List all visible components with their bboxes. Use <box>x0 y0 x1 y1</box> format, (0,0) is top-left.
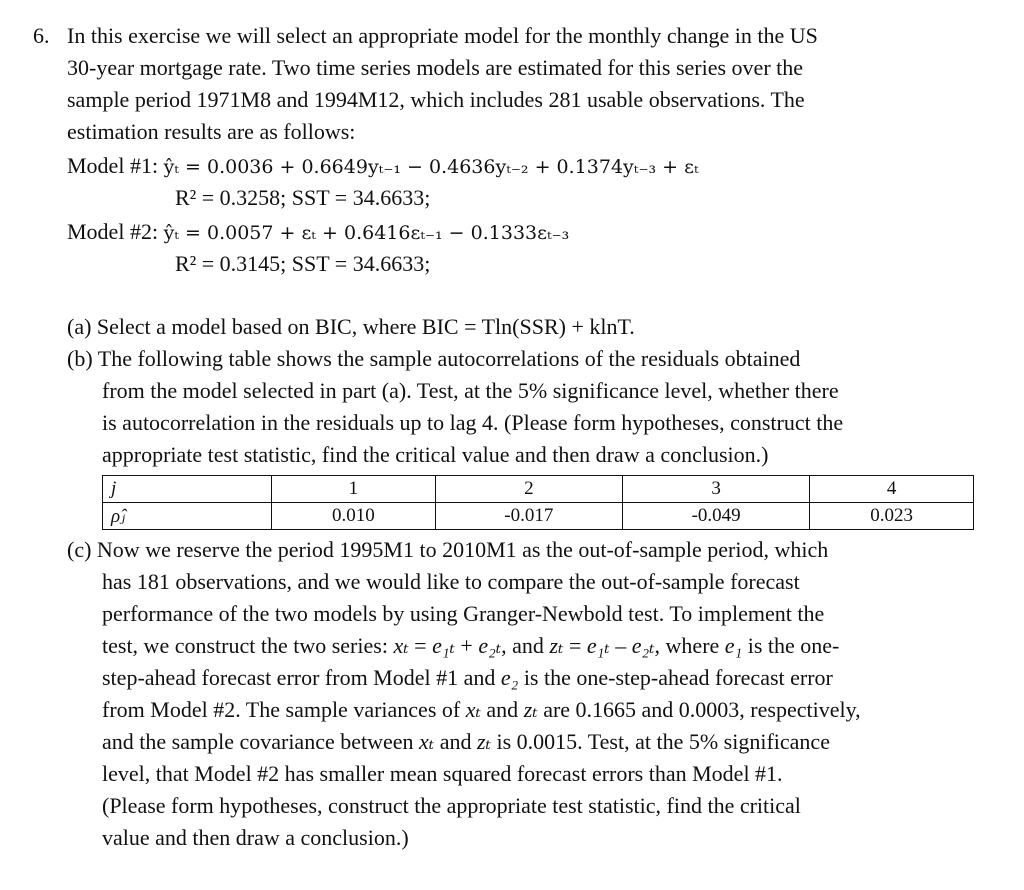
x-t-var: xₜ <box>419 729 435 754</box>
text-span: and <box>434 729 477 754</box>
text-span: , and <box>501 633 550 658</box>
text-span: from Model #2. The sample variances of <box>102 697 466 722</box>
table-header-rho: ρ̂ⱼ <box>103 503 272 530</box>
text-span: step-ahead forecast error from Model #1 and <box>102 665 501 690</box>
model1-label: Model #1: <box>67 153 164 178</box>
table-row <box>103 476 974 503</box>
text-span: = <box>408 633 433 658</box>
text-span: and <box>480 697 524 722</box>
text-span: are 0.1665 and 0.0003, respectively, <box>537 697 861 722</box>
part-b-line-3: is autocorrelation in the residuals up to lag 4. (Please form hypotheses, construct the <box>102 410 844 435</box>
intro-line-3: sample period 1971M8 and 1994M12, which includes 281 usable observations. The <box>67 87 805 112</box>
e2t-var: e₂ₜ <box>631 633 655 658</box>
part-b-line-4: appropriate test statistic, find the critical value and then draw a conclusion.) <box>102 442 769 467</box>
part-c-line-7 <box>102 728 830 756</box>
model2-stats: R² = 0.3145; SST = 34.6633; <box>175 251 431 276</box>
part-b-line-2: from the model selected in part (a). Test, at the 5% significance level, whether there <box>102 378 839 403</box>
e1-var: e₁ <box>724 633 743 658</box>
text-span: test, we construct the two series: <box>102 633 394 658</box>
text-span: is 0.0015. Test, at the 5% significance <box>490 729 830 754</box>
text-span: and the sample covariance between <box>102 729 420 754</box>
text-span: + <box>454 633 479 658</box>
x-t-var: xₜ <box>465 697 481 722</box>
table-value-cell: 0.023 <box>810 503 974 530</box>
e2t-var: e₂ₜ <box>478 633 502 658</box>
table-lag-cell: 4 <box>810 476 974 503</box>
intro-line-2: 30-year mortgage rate. Two time series models are estimated for this series over the <box>67 55 804 80</box>
x-t-var: xₜ <box>393 633 409 658</box>
text-span: is the one-step-ahead forecast error <box>518 665 833 690</box>
e1t-var: e₁ₜ <box>432 633 455 658</box>
part-c-line-10: value and then draw a conclusion.) <box>102 825 409 850</box>
part-c-line-1: (c) Now we reserve the period 1995M1 to 2010M1 as the out-of-sample period, which <box>67 537 829 562</box>
z-t-var: zₜ <box>523 697 538 722</box>
part-c-line-2: has 181 observations, and we would like to compare the out-of-sample forecast <box>102 569 800 594</box>
e1t-var: e₁ₜ <box>586 633 610 658</box>
intro-line-4: estimation results are as follows: <box>67 119 356 144</box>
part-c-line-9: (Please form hypotheses, construct the appropriate test statistic, find the critical <box>102 793 801 818</box>
table-lag-cell: 1 <box>272 476 436 503</box>
part-c-line-6 <box>102 696 861 724</box>
table-value-cell: -0.049 <box>622 503 809 530</box>
model2-row <box>67 218 569 247</box>
table-lag-cell: 3 <box>622 476 809 503</box>
table-value-cell: 0.010 <box>272 503 436 530</box>
part-c-line-4 <box>102 632 839 660</box>
z-t-var: zₜ <box>476 729 491 754</box>
text-span: , where <box>654 633 725 658</box>
intro-line-1: In this exercise we will select an appropriate model for the monthly change in the US <box>67 23 818 48</box>
table-row <box>103 503 974 530</box>
table-header-j: j <box>103 476 272 503</box>
e2-var: e₂ <box>500 665 519 690</box>
model2-label: Model #2: <box>67 219 164 244</box>
part-c-line-5 <box>102 664 833 692</box>
z-t-var: zₜ <box>549 633 564 658</box>
part-b-line-1: (b) The following table shows the sample autocorrelations of the residuals obtained <box>67 346 801 371</box>
question-number: 6. <box>33 23 50 48</box>
model2-equation: ŷₜ = 0.0057 + εₜ + 0.6416εₜ₋₁ − 0.1333εₜ₋₃ <box>163 222 570 244</box>
text-span: = <box>563 633 587 658</box>
model1-row <box>67 152 699 181</box>
table-lag-cell: 2 <box>435 476 622 503</box>
part-c-line-8: level, that Model #2 has smaller mean squared forecast errors than Model #1. <box>102 761 783 786</box>
autocorrelation-table <box>102 475 974 530</box>
text-span: – <box>609 633 632 658</box>
model1-stats: R² = 0.3258; SST = 34.6633; <box>175 185 431 210</box>
table-value-cell: -0.017 <box>435 503 622 530</box>
model1-equation: ŷₜ = 0.0036 + 0.6649yₜ₋₁ − 0.4636yₜ₋₂ + 0.1374yₜ₋₃ + εₜ <box>163 156 699 178</box>
part-c-line-3: performance of the two models by using Granger-Newbold test. To implement the <box>102 601 825 626</box>
part-a: (a) Select a model based on BIC, where BIC = Tln(SSR) + klnT. <box>67 314 635 339</box>
text-span: is the one- <box>742 633 840 658</box>
